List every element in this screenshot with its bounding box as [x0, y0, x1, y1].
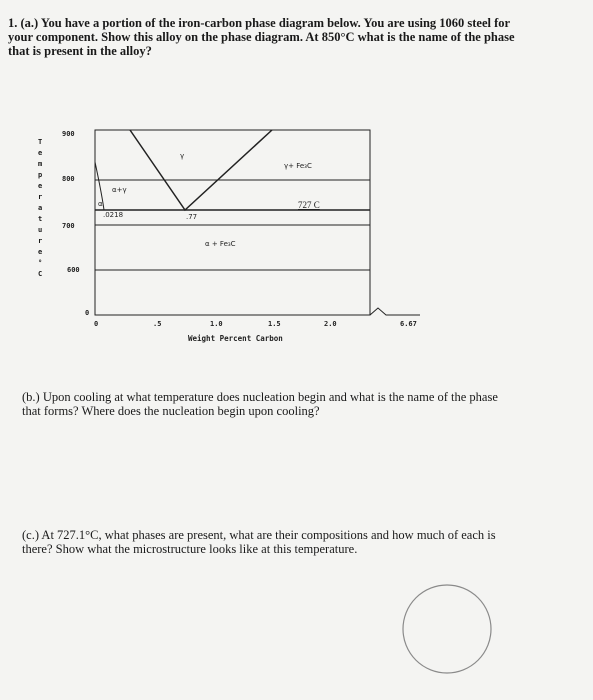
y-axis-letter: a: [38, 204, 43, 212]
y-axis-letter: °: [38, 259, 43, 267]
question-3-line-1: (c.) At 727.1°C, what phases are present, what are their compositions and how much of each is: [22, 528, 496, 542]
x-tick-2.0: 2.0: [324, 320, 337, 328]
y-tick-900: 900: [62, 130, 75, 138]
y-tick-800: 800: [62, 175, 75, 183]
question-3-line-2: there? Show what the microstructure looks like at this temperature.: [22, 542, 358, 556]
gamma-boundary: [130, 130, 272, 210]
x-tick-0.5: .5: [153, 320, 162, 328]
region-alpha-fe3c: α + Fe₃C: [205, 240, 236, 248]
region-alpha-gamma: α+γ: [112, 186, 127, 194]
x-tick-0: 0: [94, 320, 99, 328]
region-gamma-fe3c: γ+ Fe₃C: [284, 162, 312, 170]
y-axis-letter: e: [38, 182, 43, 190]
y-axis-letter: u: [38, 226, 43, 234]
label-077: .77: [186, 213, 198, 221]
y-axis-letter: r: [38, 237, 43, 245]
x-axis-label: Weight Percent Carbon: [188, 334, 283, 343]
y-tick-700: 700: [62, 222, 75, 230]
y-axis-letter: e: [38, 149, 43, 157]
question-1-line-1: 1. (a.) You have a portion of the iron-carbon phase diagram below. You are using 1060 steel for: [8, 16, 511, 30]
question-2-line-1: (b.) Upon cooling at what temperature does nucleation begin and what is the name of the phase: [22, 390, 498, 404]
question-1-line-2: your component. Show this alloy on the phase diagram. At 850°C what is the name of the phase: [8, 30, 515, 44]
axis-break: [370, 308, 420, 315]
label-0218: .0218: [103, 211, 124, 219]
y-axis-letter: C: [38, 270, 43, 278]
y-tick-0: 0: [85, 309, 90, 317]
question-2-line-2: that forms? Where does the nucleation begin upon cooling?: [22, 404, 320, 418]
diagram-frame: [95, 130, 370, 315]
eutectoid-temp-label: 727 C: [298, 200, 320, 210]
y-axis-letter: r: [38, 193, 43, 201]
region-alpha: α: [98, 200, 103, 208]
question-1-line-3: that is present in the alloy?: [8, 44, 152, 58]
question-3: [22, 528, 582, 556]
y-tick-600: 600: [67, 266, 80, 274]
microstructure-circle: [403, 585, 491, 673]
y-axis-letter: T: [38, 138, 43, 146]
x-tick-1.0: 1.0: [210, 320, 223, 328]
x-tick-1.5: 1.5: [268, 320, 281, 328]
x-tick-6.67: 6.67: [400, 320, 417, 328]
y-axis-letter: t: [38, 215, 43, 223]
region-gamma: γ: [180, 152, 185, 160]
y-axis-letter: p: [38, 171, 43, 179]
y-axis-letter: m: [38, 160, 43, 168]
y-axis-letter: e: [38, 248, 43, 256]
question-2: [22, 390, 582, 418]
